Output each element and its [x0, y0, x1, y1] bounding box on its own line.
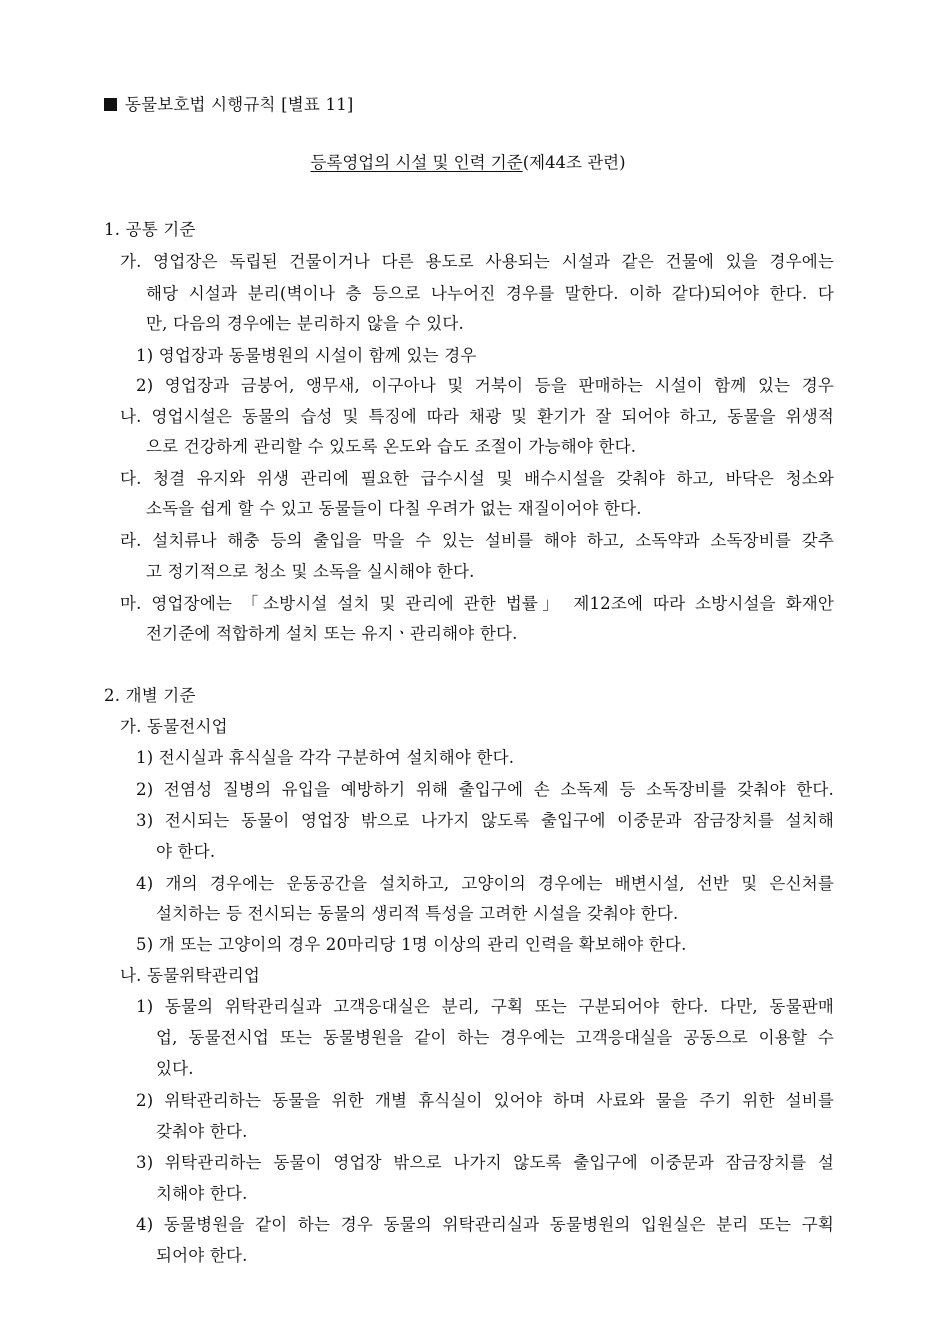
list-item: 4) 개의 경우에는 운동공간을 설치하고, 고양이의 경우에는 배변시설, 선반 및 은신처를	[136, 874, 834, 893]
list-item: 2) 영업장과 금붕어, 앵무새, 이구아나 및 거북이 등을 판매하는 시설이 함께 있는 경우	[136, 376, 834, 395]
paragraph-line: 만, 다음의 경우에는 분리하지 않을 수 있다.	[146, 314, 464, 333]
paragraph-line: 고 정기적으로 청소 및 소독을 실시해야 한다.	[146, 562, 475, 581]
paragraph-line: 라. 설치류나 해충 등의 출입을 막을 수 있는 설비를 해야 하고, 소독약과 소독장비를 갖추	[120, 531, 834, 550]
paragraph-line: 나. 영업시설은 동물의 습성 및 특징에 따라 채광 및 환기가 잘 되어야 하고, 동물을 위생적	[120, 407, 834, 426]
list-item: 3) 위탁관리하는 동물이 영업장 밖으로 나가지 않도록 출입구에 이중문과 잠금장치를 설	[136, 1153, 834, 1172]
document-header	[104, 94, 354, 116]
paragraph-line: 설치하는 등 전시되는 동물의 생리적 특성을 고려한 시설을 갖춰야 한다.	[156, 904, 679, 923]
paragraph-line: 소독을 쉽게 할 수 있고 동물들이 다칠 우려가 없는 재질이어야 한다.	[146, 499, 642, 518]
paragraph-line: 업, 동물전시업 또는 동물병원을 같이 하는 경우에는 고객응대실을 공동으로 이용할 수	[156, 1028, 834, 1047]
subsection-heading: 가. 동물전시업	[120, 717, 228, 736]
title-main: 등록영업의 시설 및 인력 기준	[310, 153, 523, 172]
paragraph-line: 마. 영업장에는 「소방시설 설치 및 관리에 관한 법률」 제12조에 따라 소방시설을 화재안	[120, 594, 834, 613]
list-item: 1) 동물의 위탁관리실과 고객응대실은 분리, 구획 또는 구분되어야 한다. 다만, 동물판매	[136, 997, 834, 1016]
list-item: 2) 전염성 질병의 유입을 예방하기 위해 출입구에 손 소독제 등 소독장비를 갖춰야 한다.	[136, 780, 834, 799]
section-heading: 1. 공통 기준	[104, 220, 196, 239]
list-item: 3) 전시되는 동물이 영업장 밖으로 나가지 않도록 출입구에 이중문과 잠금장치를 설치해	[136, 811, 834, 830]
paragraph-line: 다. 청결 유지와 위생 관리에 필요한 급수시설 및 배수시설을 갖춰야 하고, 바닥은 청소와	[120, 469, 834, 488]
paragraph-line: 갖춰야 한다.	[156, 1122, 248, 1141]
list-item: 1) 전시실과 휴식실을 각각 구분하여 설치해야 한다.	[136, 748, 515, 767]
paragraph-line: 야 한다.	[156, 842, 216, 861]
black-square-icon	[104, 98, 117, 111]
paragraph-line: 있다.	[156, 1059, 194, 1078]
list-item: 1) 영업장과 동물병원의 시설이 함께 있는 경우	[136, 346, 477, 365]
paragraph-line: 전기준에 적합하게 설치 또는 유지ㆍ관리해야 한다.	[146, 624, 518, 643]
title-suffix: (제44조 관련)	[522, 153, 626, 172]
paragraph-line: 가. 영업장은 독립된 건물이거나 다른 용도로 사용되는 시설과 같은 건물에 있을 경우에는	[120, 252, 834, 271]
paragraph-line: 해당 시설과 분리(벽이나 층 등으로 나누어진 경우를 말한다. 이하 같다)되어야 한다. 다	[146, 284, 834, 303]
page-title	[0, 152, 936, 174]
subsection-heading: 나. 동물위탁관리업	[120, 966, 261, 985]
section-heading: 2. 개별 기준	[104, 686, 196, 705]
paragraph-line: 되어야 한다.	[156, 1246, 248, 1265]
paragraph-line: 으로 건강하게 관리할 수 있도록 온도와 습도 조절이 가능해야 한다.	[146, 437, 637, 456]
header-label: 동물보호법 시행규칙 [별표 11]	[125, 95, 354, 114]
list-item: 4) 동물병원을 같이 하는 경우 동물의 위탁관리실과 동물병원의 입원실은 분리 또는 구획	[136, 1215, 834, 1234]
paragraph-line: 치해야 한다.	[156, 1184, 248, 1203]
list-item: 2) 위탁관리하는 동물을 위한 개별 휴식실이 있어야 하며 사료와 물을 주기 위한 설비를	[136, 1091, 834, 1110]
list-item: 5) 개 또는 고양이의 경우 20마리당 1명 이상의 관리 인력을 확보해야 한다.	[136, 935, 687, 954]
